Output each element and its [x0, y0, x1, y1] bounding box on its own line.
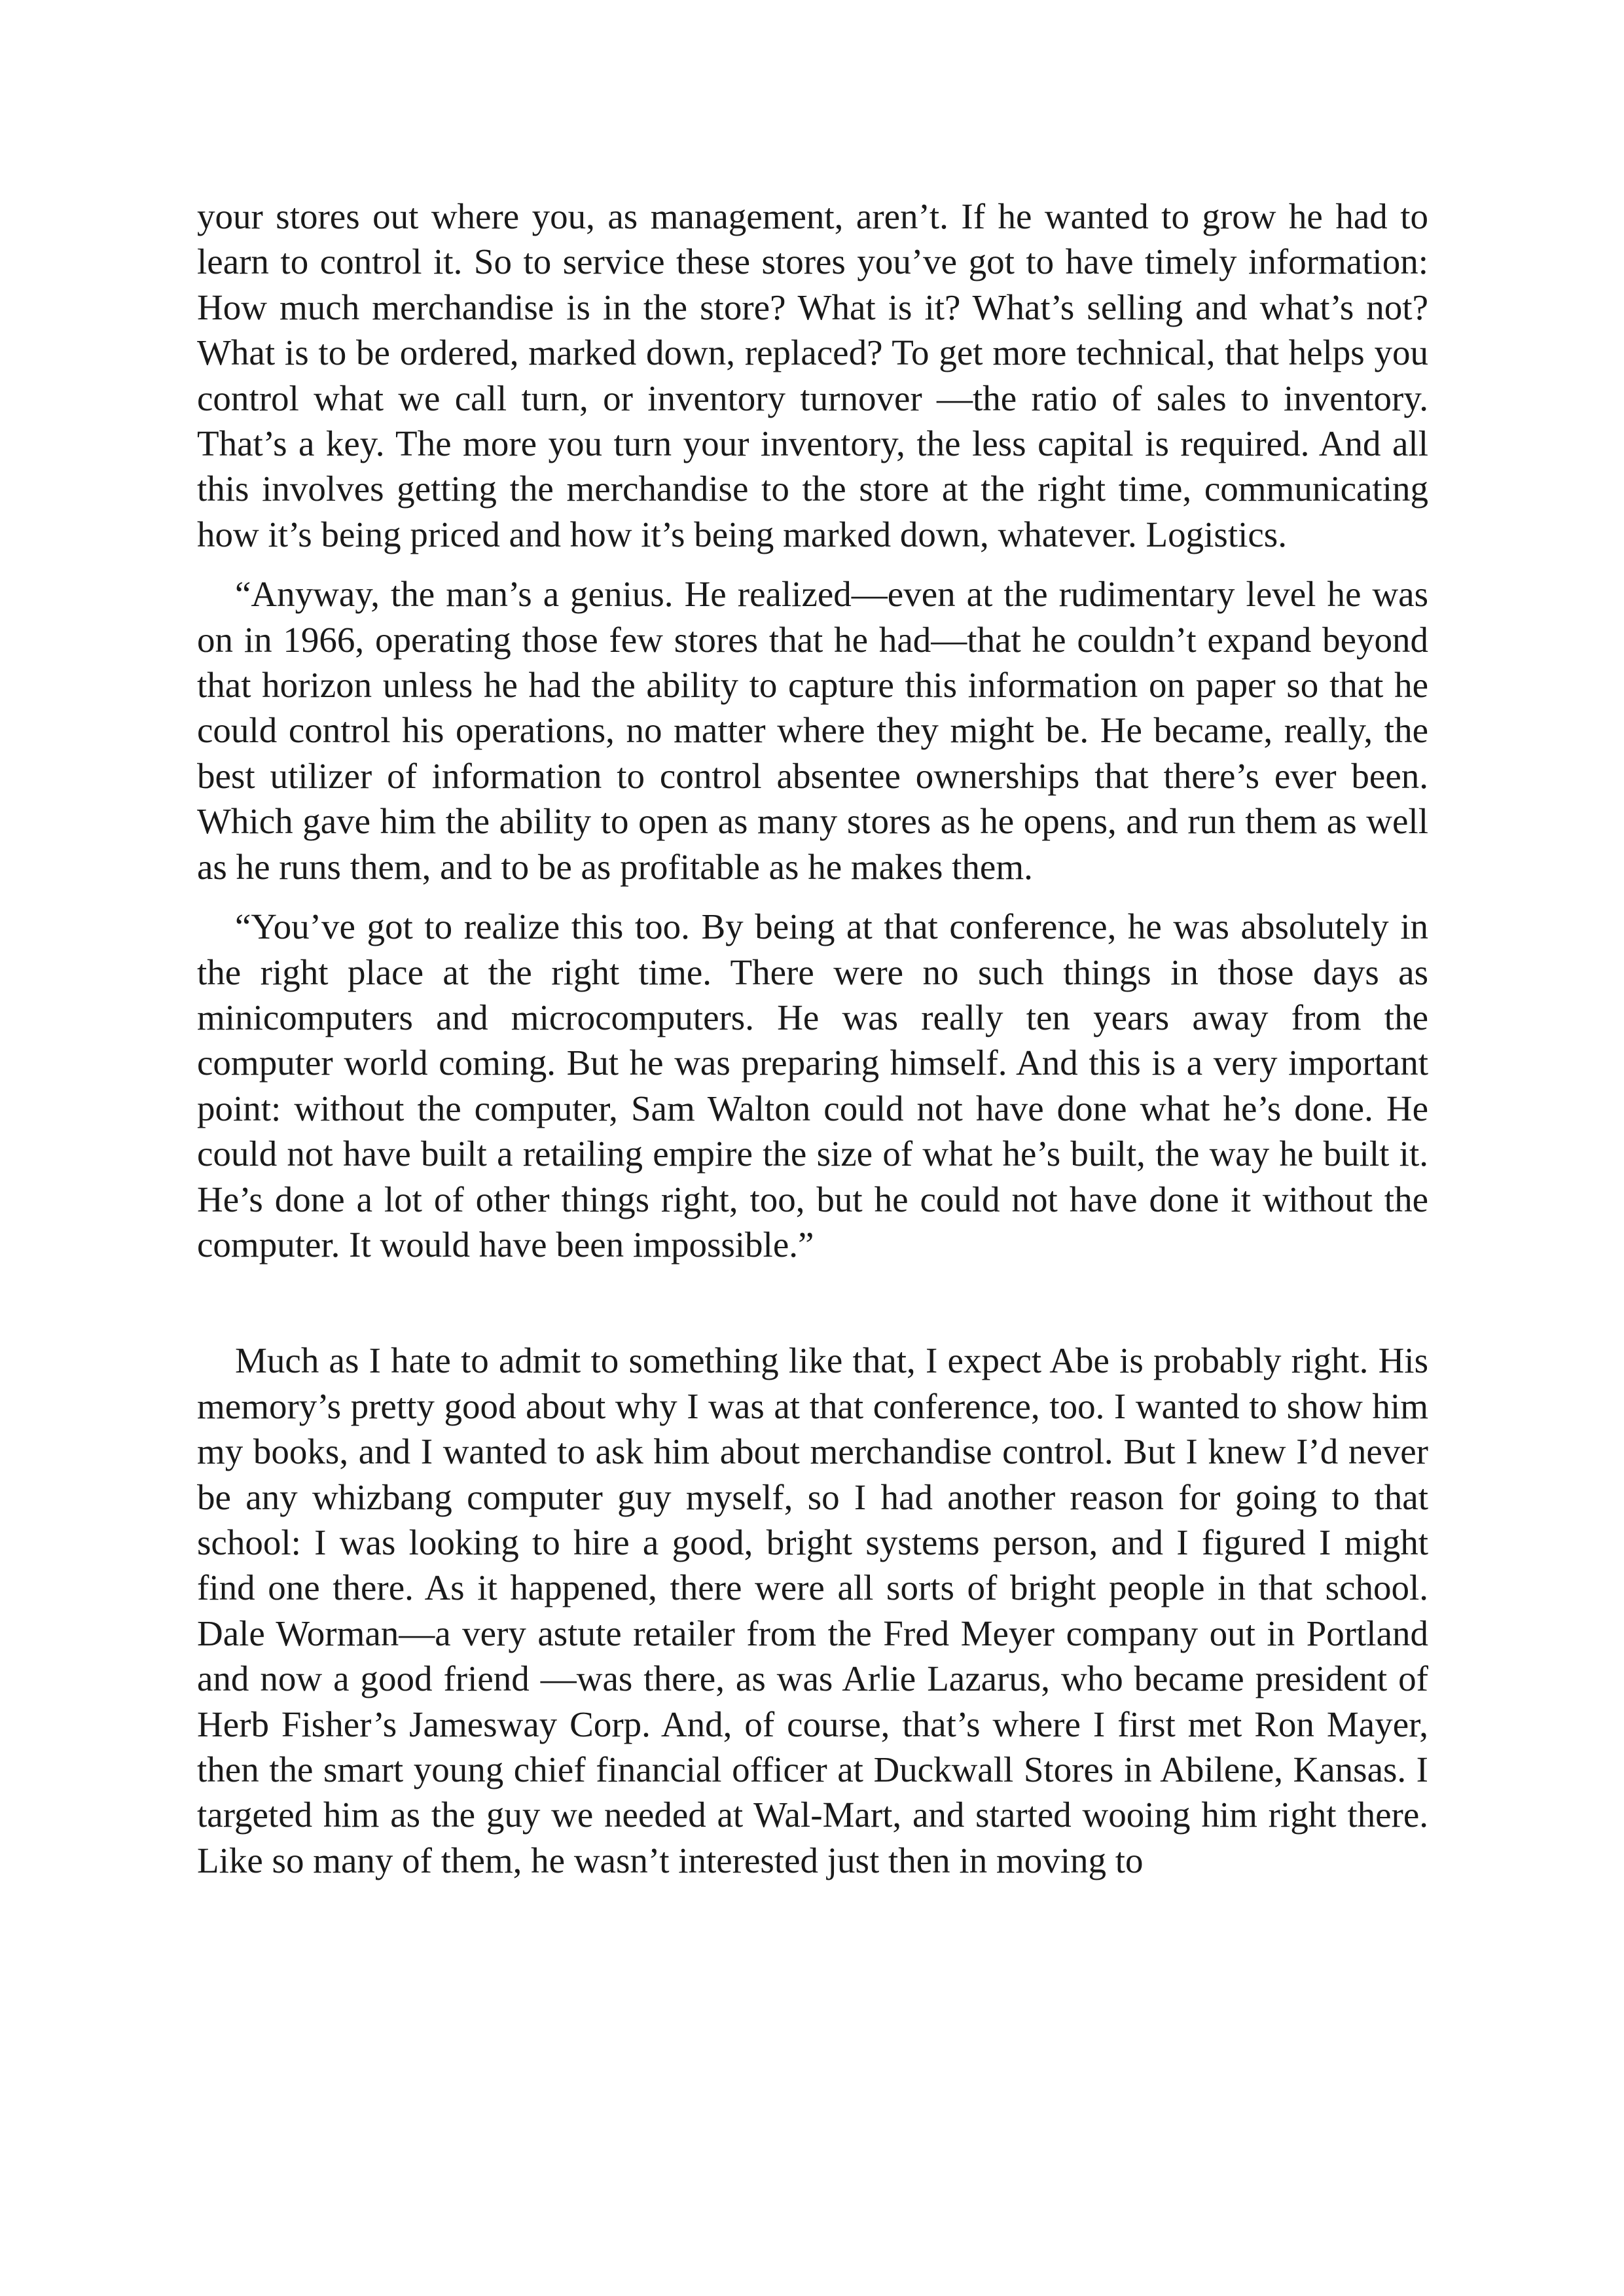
paragraph-gap: [197, 557, 1428, 571]
paragraph-quote-genius: “Anyway, the man’s a genius. He realized—even at the rudimentary level he was on in 1966, operating those few stores that he had—that he couldn’t expand beyond that horizon unless he had the ability to capture this information on paper so that he could control his operations, no matter where they might be. He became, really, the best utilizer of information to control absentee ownerships that there’s ever been. Which gave him the ability to open as many stores as he opens, and run them as well as he runs them, and to be as profitable as he makes them.: [197, 574, 1428, 887]
paragraph-quote-computer: “You’ve got to realize this too. By being at that conference, he was absolutely in the right place at the right time. There were no such things in those days as minicomputers and microcomputers. He was really ten years away from the computer world coming. But he was preparing himself. And this is a very important point: without the computer, Sam Walton could not have done what he’s done. He could not have built a retailing empire the size of what he’s built, the way he built it. He’s done a lot of other things right, too, but he could not have done it without the computer. It would have been impossible.”: [197, 906, 1428, 1265]
paragraph-gap: [197, 889, 1428, 904]
paragraph-continuation: your stores out where you, as management, aren’t. If he wanted to grow he had to learn to control it. So to service these stores you’ve got to have timely information: How much merchandise is in the store? What is it? What’s selling and what’s not? What is to be ordered, marked down, replaced? To get more technical, that helps you control what we call turn, or inventory turnover —the ratio of sales to inventory. That’s a key. The more you turn your inventory, the less capital is required. And all this involves getting the merchandise to the store at the right time, communicating how it’s being priced and how it’s being marked down, whatever. Logistics.: [197, 196, 1428, 554]
section-break: [197, 1267, 1428, 1338]
page-body: [197, 194, 1428, 1883]
paragraph-narrative: Much as I hate to admit to something like that, I expect Abe is probably right. His memory’s pretty good about why I was at that conference, too. I wanted to show him my books, and I wanted to ask him about merchandise control. But I knew I’d never be any whizbang computer guy myself, so I had another reason for going to that school: I was looking to hire a good, bright systems person, and I figured I might find one there. As it happened, there were all sorts of bright people in that school. Dale Worman—a very astute retailer from the Fred Meyer company out in Portland and now a good friend —was there, as was Arlie Lazarus, who became president of Herb Fisher’s Jamesway Corp. And, of course, that’s where I first met Ron Mayer, then the smart young chief financial officer at Duckwall Stores in Abilene, Kansas. I targeted him as the guy we needed at Wal-Mart, and started wooing him right there. Like so many of them, he wasn’t interested just then in moving to: [197, 1340, 1428, 1880]
